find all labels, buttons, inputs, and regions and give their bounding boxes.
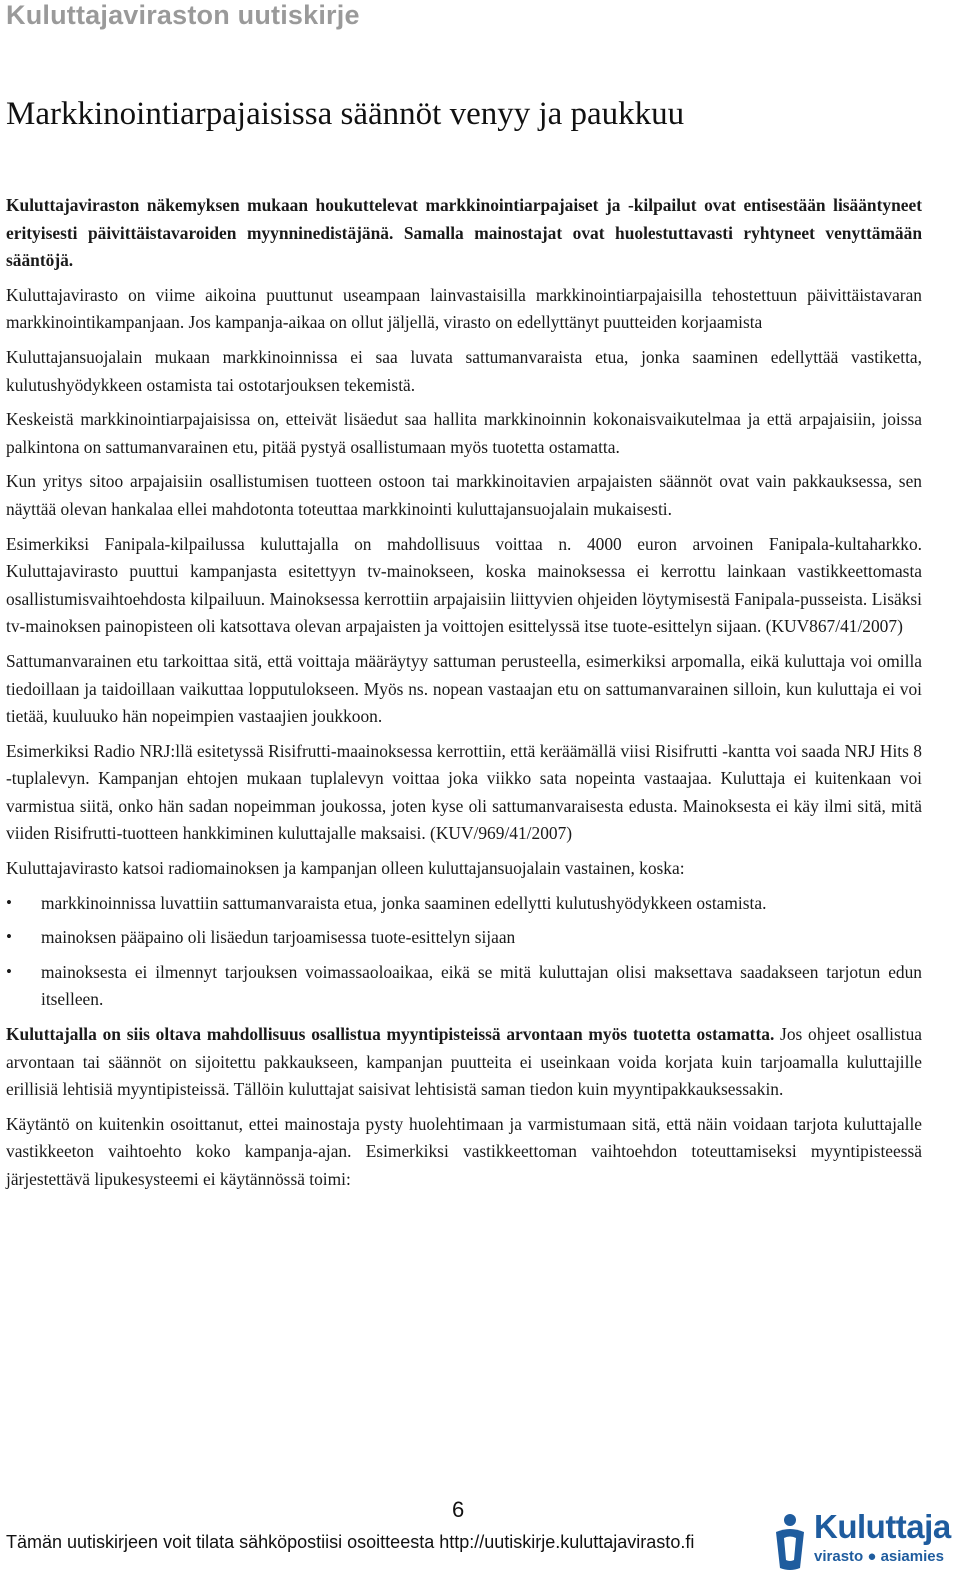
page-number: 6 (452, 1497, 465, 1522)
list-item-text: markkinoinnissa luvattiin sattumanvaraista etua, jonka saaminen edellytti kulutushyödykkeen ostamista. (41, 892, 767, 913)
closing-bold-text: Kuluttajalla on siis oltava mahdollisuus osallistua myyntipisteissä arvontaan myös tuotetta ostamatta. (6, 1024, 775, 1045)
paragraph: Kun yritys sitoo arpajaisiin osallistumisen tuotteen ostoon tai markkinoitavien arpajaisten säännöt ovat vain pakkauksessa, sen näyttää olevan hankalaa ellei mahdotonta toteuttaa markkinointi kuluttajansuojalain mukaisesti. (6, 471, 922, 519)
article-lead: Kuluttajaviraston näkemyksen mukaan houkuttelevat markkinointiarpajaiset ja -kilpailut ovat entisestään lisääntyneet erityisesti päivittäistavaroiden myynninedistäjänä. Samalla mainostajat ovat huolestuttavasti ryhtyneet venyttämään sääntöjä. (6, 195, 922, 271)
bullet-icon: • (6, 961, 12, 981)
logo-mark-icon (770, 1512, 810, 1574)
list-item (6, 959, 922, 1014)
logo-main-text: Kuluttaja (814, 1508, 951, 1545)
paragraph: Kuluttajavirasto on viime aikoina puuttunut useampaan lainvastaisilla markkinointiarpajaisilla tehostettuun päivittäistavaran markkinointikampanjaan. Jos kampanja-aikaa on ollut jäljellä, virasto on edellyttänyt puutteiden korjaamista (6, 284, 922, 333)
article-body (6, 192, 922, 1201)
bullet-icon: • (6, 927, 12, 947)
list-item (6, 924, 922, 952)
subscribe-footer: Tämän uutiskirjeen voit tilata sähköpostiisi osoitteesta http://uutiskirje.kuluttajavirasto.fi (6, 1532, 695, 1552)
paragraph: Sattumanvarainen etu tarkoittaa sitä, että voittaja määräytyy sattuman perusteella, esimerkiksi arpomalla, eikä kuluttaja voi omilla tiedoillaan ja taidoillaan vaikuttaa lopputulokseen. Myös ns. nopean vastaajan etu on sattumanvarainen silloin, kun kuluttaja ei voi tietää, kuuluuko hän nopeimpien vastaajien joukkoon. (6, 650, 922, 727)
paragraph: Keskeistä markkinointiarpajaisissa on, etteivät lisäedut saa hallita markkinoinnin kokonaisvaikutelmaa ja että arpajaisiin, joissa palkintona on sattumanvarainen etu, pitää pystyä osallistumaan myös tuotetta ostamatta. (6, 409, 922, 457)
list-item-text: mainoksen pääpaino oli lisäedun tarjoamisessa tuote-esittelyn sijaan (41, 927, 516, 948)
paragraph: Esimerkiksi Fanipala-kilpailussa kuluttajalla on mahdollisuus voittaa n. 4000 euron arvoinen Fanipala-kultaharkko. Kuluttajavirasto puuttui kampanjasta esitettyyn tv-mainokseen, koska mainoksessa ei kerrottu lainkaan vastikkeettomasta osallistumisvaihtoehdosta kilpailuun. Mainoksessa kerrottiin arpajaisiin liittyvien ohjeiden löytymisestä Fanipala-pusseista. Lisäksi tv-mainoksen painopisteen oli katsottava olevan arpajaisten ja voittojen esittelyssä itse tuote-esittelyn sijaan. (KUV867/41/2007) (6, 533, 922, 637)
paragraph: Kuluttajansuojalain mukaan markkinoinnissa ei saa luvata sattumanvaraista etua, jonka saaminen edellyttää vastiketta, kulutushyödykkeen ostamista tai ostotarjouksen tekemistä. (6, 346, 922, 395)
paragraph: Kuluttajavirasto katsoi radiomainoksen ja kampanjan olleen kuluttajansuojalain vastainen, koska: (6, 858, 685, 879)
article-title: Markkinointiarpajaisissa säännöt venyy ja paukkuu (6, 96, 685, 132)
last-paragraph: Käytäntö on kuitenkin osoittanut, ettei mainostaja pysty huolehtimaan ja varmistumaan sitä, että näin voidaan tarjota kuluttajalle vastikkeeton vaihtoehto koko kampanja-ajan. Esimerkiksi vastikkeettoman vaihtoehdon toteuttamiseksi myyntipisteessä järjestettävä lipukesysteemi ei käytännössä toimi: (6, 1113, 922, 1189)
bullet-icon: • (6, 892, 12, 912)
list-item (6, 890, 922, 918)
closing-text: Jos ohjeet osallistua arvontaan tai säännöt on sijoitettu pakkaukseen, kampanjan puutteita ei useinkaan voida korjata kuin tarjoamalla kuluttajille erillisiä lehtisiä myyntipisteissä. Tällöin kuluttajat saisivat lehtisistä saman tiedon kuin myyntipakkauksessakin. (6, 1024, 922, 1100)
paragraph: Esimerkiksi Radio NRJ:llä esitetyssä Risifrutti-maainoksessa kerrottiin, että keräämällä viisi Risifrutti -kantta voi saada NRJ Hits 8 -tuplalevyn. Kampanjan ehtojen mukaan tuplalevyn voittaa joka viikko sata nopeinta vastaajaa. Kuluttaja ei kuitenkaan voi varmistua siitä, onko hän sadan nopeimman joukossa, joten kyse oli sattumanvaraisesta edusta. Mainoksesta ei käy ilmi sitä, mitä viiden Risifrutti-tuotteen hankkiminen kuluttajalle maksaisi. (KUV/969/41/2007) (6, 740, 922, 844)
list-item-text: mainoksesta ei ilmennyt tarjouksen voimassaoloaikaa, eikä se mitä kuluttajan olisi maksettava saadakseen tarjotun edun itselleen. (41, 961, 922, 1010)
logo-sub-text: virasto ● asiamies (814, 1548, 944, 1565)
closing-paragraph (6, 1021, 922, 1104)
kuluttajavirasto-logo (770, 1508, 950, 1580)
newsletter-title: Kuluttajaviraston uutiskirje (6, 0, 360, 30)
reasons-list (6, 890, 922, 1014)
